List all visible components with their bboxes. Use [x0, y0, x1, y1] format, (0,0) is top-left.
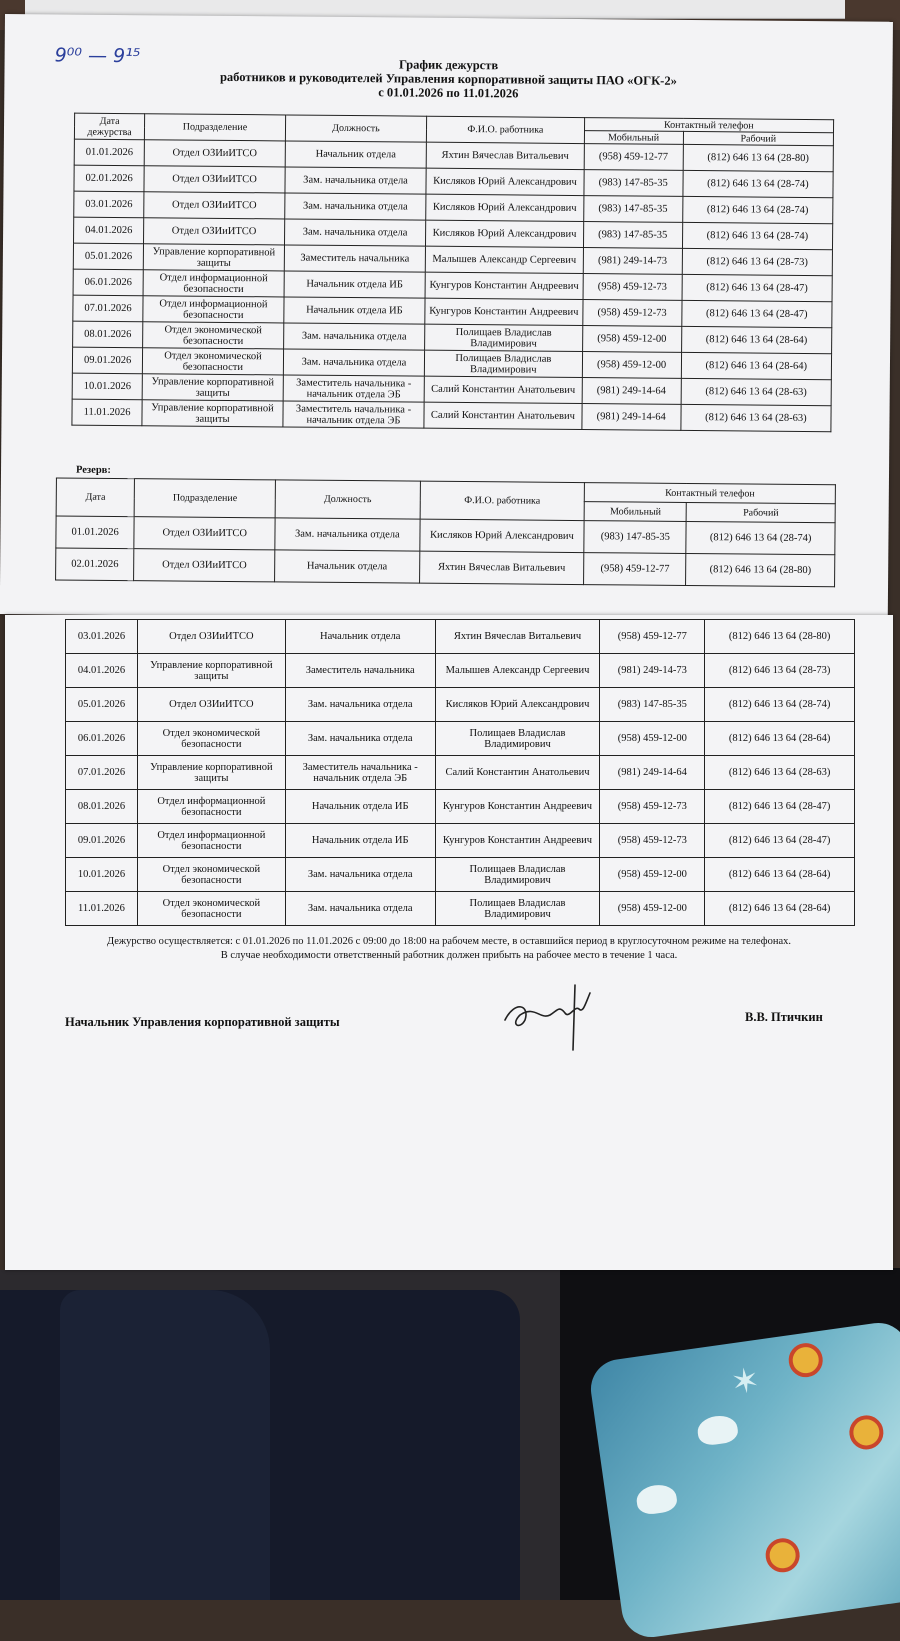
- name-cell: Кунгуров Константин Андреевич: [435, 790, 600, 824]
- unit-cell: Отдел экономической безопасности: [137, 858, 285, 892]
- work-phone-cell: (812) 646 13 64 (28-64): [681, 352, 832, 379]
- position-cell: Заместитель начальника - начальник отдела ЭБ: [283, 375, 425, 402]
- unit-cell: Отдел экономической безопасности: [143, 322, 284, 349]
- date-cell: 08.01.2026: [66, 790, 138, 824]
- duty-schedule-table: [71, 113, 834, 433]
- name-cell: Салий Константин Анатольевич: [424, 402, 582, 429]
- work-phone-cell: (812) 646 13 64 (28-64): [705, 858, 855, 892]
- position-cell: Начальник отдела: [275, 550, 420, 583]
- date-cell: 10.01.2026: [66, 858, 138, 892]
- name-cell: Малышев Александр Сергеевич: [425, 246, 583, 273]
- position-cell: Зам. начальника отдела: [284, 219, 426, 246]
- date-cell: 02.01.2026: [56, 548, 135, 581]
- unit-cell: Отдел ОЗИиИТСО: [144, 166, 285, 193]
- unit-cell: Управление корпоративной защиты: [137, 654, 285, 688]
- header-mobile: Мобильный: [584, 502, 686, 522]
- signatory-name: В.В. Птичкин: [745, 1010, 823, 1024]
- work-phone-cell: (812) 646 13 64 (28-74): [686, 521, 835, 554]
- date-cell: 05.01.2026: [66, 688, 138, 722]
- mobile-cell: (981) 249-14-64: [600, 756, 705, 790]
- position-cell: Зам. начальника отдела: [285, 688, 435, 722]
- table-row: [66, 824, 855, 858]
- header-name: Ф.И.О. работника: [420, 481, 585, 520]
- footnote-line-1: Дежурство осуществляется: с 01.01.2026 по 11.01.2026 с 09:00 до 18:00 на рабочем месте, в оставшийся период в круглосуточном режиме на телефонах.: [106, 936, 792, 947]
- work-phone-cell: (812) 646 13 64 (28-63): [681, 378, 832, 405]
- table-row: [66, 858, 855, 892]
- date-cell: 01.01.2026: [56, 516, 135, 549]
- unit-cell: Отдел экономической безопасности: [143, 348, 284, 375]
- name-cell: Яхтин Вячеслав Витальевич: [435, 620, 600, 654]
- unit-cell: Отдел ОЗИиИТСО: [134, 517, 275, 550]
- name-cell: Полищаев Владислав Владимирович: [425, 350, 583, 377]
- date-cell: 08.01.2026: [73, 321, 143, 348]
- name-cell: Кунгуров Константин Андреевич: [435, 824, 600, 858]
- position-cell: Начальник отдела ИБ: [284, 297, 426, 324]
- mousepad-flower-icon: [787, 1341, 825, 1379]
- unit-cell: Управление корпоративной защиты: [137, 756, 285, 790]
- unit-cell: Управление корпоративной защиты: [142, 400, 283, 427]
- position-cell: Заместитель начальника: [285, 654, 435, 688]
- name-cell: Салий Константин Анатольевич: [435, 756, 600, 790]
- date-cell: 05.01.2026: [73, 243, 143, 270]
- date-cell: 04.01.2026: [74, 217, 144, 244]
- date-cell: 09.01.2026: [66, 824, 138, 858]
- work-phone-cell: (812) 646 13 64 (28-47): [682, 300, 833, 327]
- work-phone-cell: (812) 646 13 64 (28-64): [705, 722, 855, 756]
- date-cell: 02.01.2026: [74, 165, 144, 192]
- unit-cell: Отдел ОЗИиИТСО: [137, 688, 285, 722]
- name-cell: Полищаев Владислав Владимирович: [435, 892, 600, 926]
- mobile-cell: (958) 459-12-00: [582, 326, 681, 353]
- work-phone-cell: (812) 646 13 64 (28-47): [682, 274, 833, 301]
- position-cell: Зам. начальника отдела: [285, 167, 427, 194]
- mobile-cell: (958) 459-12-77: [584, 144, 683, 171]
- position-cell: Начальник отдела ИБ: [284, 271, 426, 298]
- mousepad-shell-icon: [696, 1413, 740, 1446]
- date-cell: 11.01.2026: [72, 399, 142, 426]
- name-cell: Кисляков Юрий Александрович: [435, 688, 600, 722]
- unit-cell: Управление корпоративной защиты: [143, 244, 284, 271]
- footnote-line-2: В случае необходимости ответственный работник должен прибыть на рабочее место в течение 1 часа.: [220, 950, 678, 961]
- date-cell: 07.01.2026: [66, 756, 138, 790]
- position-cell: Зам. начальника отдела: [283, 323, 425, 350]
- name-cell: Кунгуров Константин Андреевич: [425, 272, 583, 299]
- date-cell: 10.01.2026: [72, 373, 142, 400]
- name-cell: Яхтин Вячеслав Витальевич: [419, 551, 584, 584]
- position-cell: Заместитель начальника - начальник отдела ЭБ: [285, 756, 435, 790]
- mobile-cell: (958) 459-12-77: [600, 620, 705, 654]
- work-phone-cell: (812) 646 13 64 (28-74): [682, 196, 833, 223]
- mobile-cell: (958) 459-12-00: [600, 892, 705, 926]
- name-cell: Малышев Александр Сергеевич: [435, 654, 600, 688]
- header-work: Рабочий: [683, 131, 833, 145]
- name-cell: Кисляков Юрий Александрович: [420, 519, 585, 552]
- work-phone-cell: (812) 646 13 64 (28-73): [705, 654, 855, 688]
- work-phone-cell: (812) 646 13 64 (28-73): [682, 248, 833, 275]
- work-phone-cell: (812) 646 13 64 (28-80): [705, 620, 855, 654]
- header-unit: Подразделение: [145, 114, 286, 141]
- table-row: [66, 722, 855, 756]
- mobile-cell: (983) 147-85-35: [600, 688, 705, 722]
- unit-cell: Отдел информационной безопасности: [143, 296, 284, 323]
- mobile-cell: (981) 249-14-64: [582, 378, 681, 405]
- mobile-cell: (958) 459-12-73: [600, 824, 705, 858]
- mobile-cell: (958) 459-12-00: [600, 722, 705, 756]
- work-phone-cell: (812) 646 13 64 (28-63): [705, 756, 855, 790]
- handwritten-note: 9⁰⁰ — 9¹⁵: [54, 44, 141, 68]
- unit-cell: Отдел информационной безопасности: [137, 824, 285, 858]
- mousepad-flower-icon: [847, 1413, 885, 1451]
- header-date: Дата: [56, 478, 135, 517]
- table-row: [66, 654, 855, 688]
- header-unit: Подразделение: [135, 479, 276, 518]
- work-phone-cell: (812) 646 13 64 (28-47): [705, 790, 855, 824]
- mobile-cell: (958) 459-12-00: [582, 352, 681, 379]
- work-phone-cell: (812) 646 13 64 (28-64): [705, 892, 855, 926]
- unit-cell: Отдел экономической безопасности: [137, 892, 285, 926]
- date-cell: 07.01.2026: [73, 295, 143, 322]
- date-cell: 03.01.2026: [74, 191, 144, 218]
- table-row: [66, 756, 855, 790]
- work-phone-cell: (812) 646 13 64 (28-74): [705, 688, 855, 722]
- work-phone-cell: (812) 646 13 64 (28-74): [683, 170, 834, 197]
- trouser-leg-shadow: [60, 1290, 270, 1600]
- position-cell: Зам. начальника отдела: [284, 193, 426, 220]
- unit-cell: Управление корпоративной защиты: [142, 374, 283, 401]
- mobile-cell: (958) 459-12-73: [583, 274, 682, 301]
- work-phone-cell: (812) 646 13 64 (28-80): [683, 144, 834, 171]
- mobile-cell: (981) 249-14-73: [600, 654, 705, 688]
- header-name: Ф.И.О. работника: [427, 116, 585, 143]
- mousepad-shell-icon: [635, 1483, 679, 1516]
- unit-cell: Отдел ОЗИиИТСО: [144, 218, 285, 245]
- title-line-3: с 01.01.2026 по 11.01.2026: [378, 85, 519, 101]
- position-cell: Начальник отдела ИБ: [285, 824, 435, 858]
- date-cell: 11.01.2026: [66, 892, 138, 926]
- work-phone-cell: (812) 646 13 64 (28-64): [681, 326, 832, 353]
- position-cell: Зам. начальника отдела: [285, 892, 435, 926]
- document-title: [4, 54, 892, 104]
- mousepad: [587, 1319, 900, 1641]
- position-cell: Начальник отдела ИБ: [285, 790, 435, 824]
- position-cell: Зам. начальника отдела: [275, 518, 420, 551]
- header-contact: Контактный телефон: [584, 118, 834, 133]
- date-cell: 01.01.2026: [74, 139, 144, 166]
- header-date: Дата дежурства: [74, 113, 144, 140]
- position-cell: Зам. начальника отдела: [285, 722, 435, 756]
- position-cell: Начальник отдела: [285, 620, 435, 654]
- mobile-cell: (983) 147-85-35: [583, 196, 682, 223]
- signatory-title: Начальник Управления корпоративной защиты: [65, 1015, 340, 1029]
- name-cell: Полищаев Владислав Владимирович: [435, 722, 600, 756]
- header-contact: Контактный телефон: [585, 483, 836, 504]
- document-page-2: [5, 615, 893, 1270]
- mobile-cell: (983) 147-85-35: [584, 521, 686, 554]
- reserve-schedule-table: [55, 477, 836, 587]
- name-cell: Яхтин Вячеслав Витальевич: [426, 142, 584, 169]
- table-row: [66, 892, 855, 926]
- reserve-label: Резерв:: [75, 464, 111, 476]
- position-cell: Заместитель начальника: [284, 245, 426, 272]
- position-cell: Заместитель начальника - начальник отдела ЭБ: [283, 401, 425, 428]
- header-work: Рабочий: [687, 502, 836, 522]
- date-cell: 03.01.2026: [66, 620, 138, 654]
- table-row: [66, 688, 855, 722]
- name-cell: Кисляков Юрий Александрович: [426, 194, 584, 221]
- name-cell: Полищаев Владислав Владимирович: [435, 858, 600, 892]
- date-cell: 04.01.2026: [66, 654, 138, 688]
- mobile-cell: (958) 459-12-73: [582, 300, 681, 327]
- mobile-cell: (983) 147-85-35: [584, 170, 683, 197]
- mousepad-flower-icon: [763, 1536, 801, 1574]
- title-line-2: работников и руководителей Управления корпоративной защиты ПАО «ОГК-2»: [219, 69, 677, 88]
- date-cell: 06.01.2026: [73, 269, 143, 296]
- name-cell: Кунгуров Константин Андреевич: [425, 298, 583, 325]
- mousepad-starfish-icon: ✶: [728, 1359, 763, 1404]
- mobile-cell: (958) 459-12-73: [600, 790, 705, 824]
- document-page-1: [0, 14, 893, 622]
- work-phone-cell: (812) 646 13 64 (28-63): [681, 404, 832, 431]
- mobile-cell: (958) 459-12-00: [600, 858, 705, 892]
- table-row: [66, 620, 855, 654]
- mobile-cell: (958) 459-12-77: [584, 553, 686, 586]
- unit-cell: Отдел ОЗИиИТСО: [144, 140, 285, 167]
- date-cell: 09.01.2026: [72, 347, 142, 374]
- name-cell: Салий Константин Анатольевич: [424, 376, 582, 403]
- unit-cell: Отдел информационной безопасности: [137, 790, 285, 824]
- position-cell: Начальник отдела: [285, 141, 427, 168]
- name-cell: Кисляков Юрий Александрович: [426, 168, 584, 195]
- unit-cell: Отдел ОЗИиИТСО: [137, 620, 285, 654]
- header-mobile: Мобильный: [584, 131, 683, 145]
- unit-cell: Отдел ОЗИиИТСО: [134, 549, 275, 582]
- reserve-schedule-table-continued: [65, 619, 855, 926]
- unit-cell: Отдел информационной безопасности: [143, 270, 284, 297]
- mobile-cell: (981) 249-14-64: [581, 404, 680, 431]
- table-row: [56, 548, 835, 587]
- table-row: [66, 790, 855, 824]
- header-position: Должность: [285, 115, 427, 142]
- position-cell: Зам. начальника отдела: [285, 858, 435, 892]
- table-row: [72, 399, 831, 432]
- unit-cell: Отдел ОЗИиИТСО: [144, 192, 285, 219]
- mobile-cell: (983) 147-85-35: [583, 222, 682, 249]
- header-position: Должность: [275, 480, 420, 519]
- name-cell: Кисляков Юрий Александрович: [426, 220, 584, 247]
- title-line-1: График дежурств: [398, 57, 499, 73]
- work-phone-cell: (812) 646 13 64 (28-47): [705, 824, 855, 858]
- date-cell: 06.01.2026: [66, 722, 138, 756]
- unit-cell: Отдел экономической безопасности: [137, 722, 285, 756]
- signature: [495, 975, 605, 1055]
- work-phone-cell: (812) 646 13 64 (28-74): [682, 222, 833, 249]
- position-cell: Зам. начальника отдела: [283, 349, 425, 376]
- mobile-cell: (981) 249-14-73: [583, 248, 682, 275]
- name-cell: Полищаев Владислав Владимирович: [425, 324, 583, 351]
- work-phone-cell: (812) 646 13 64 (28-80): [686, 553, 835, 586]
